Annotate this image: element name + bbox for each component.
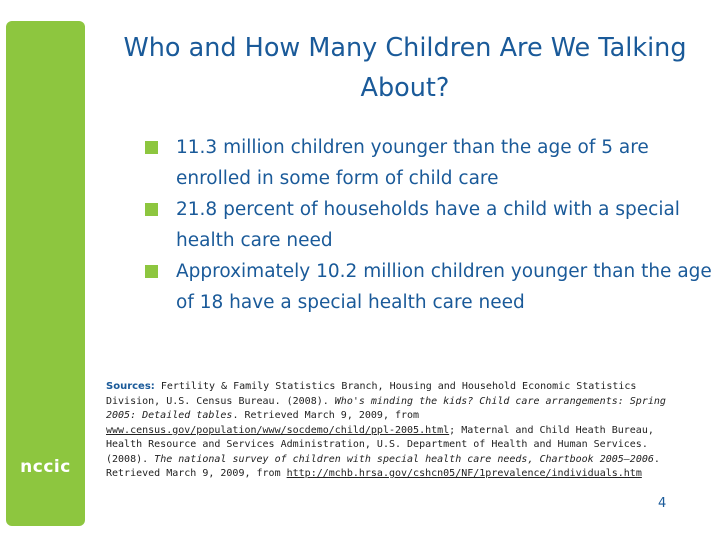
census-link[interactable]: www.census.gov/population/www/socdemo/child/ppl-2005.html — [106, 424, 450, 436]
square-bullet-icon — [145, 265, 158, 278]
sources-text: ; Maternal and Child Heath Bureau, Health Resource and Services Administration, U.S. Department of Health and Human Services. (2008). — [106, 424, 654, 465]
bullet-item — [145, 256, 715, 318]
bullet-text: 11.3 million children younger than the age of 5 are enrolled in some form of child care — [176, 137, 649, 189]
square-bullet-icon — [145, 203, 158, 216]
side-bar — [6, 21, 85, 526]
bullet-text: 21.8 percent of households have a child with a special health care need — [176, 199, 680, 251]
sources-text: . Retrieved March 9, 2009, from — [106, 453, 660, 479]
nccic-logo: nccic — [20, 457, 71, 477]
sources-text: . Retrieved March 9, 2009, from — [232, 410, 420, 421]
sources-text: Fertility & Family Statistics Branch, Housing and Household Economic Statistics Division, U.S. Census Bureau. (2008). — [106, 381, 637, 407]
sources-title-italic: The national survey of children with special health care needs, Chartbook 2005–2006 — [154, 453, 654, 465]
slide-title: Who and How Many Children Are We Talking About? — [123, 33, 687, 103]
bullet-list — [145, 132, 715, 318]
mchb-link[interactable]: http://mchb.hrsa.gov/cshcn05/NF/1prevalence/individuals.htm — [286, 468, 642, 479]
bullet-item — [145, 194, 715, 256]
sources-label: Sources: — [106, 381, 155, 392]
sources-citation — [106, 380, 676, 482]
bullet-text: Approximately 10.2 million children younger than the age of 18 have a special health care need — [176, 261, 712, 313]
sources-title-italic: Who's minding the kids? Child care arrangements: Spring 2005: Detailed tables — [106, 395, 666, 421]
page-number: 4 — [658, 496, 667, 511]
bullet-item — [145, 132, 715, 194]
square-bullet-icon — [145, 141, 158, 154]
